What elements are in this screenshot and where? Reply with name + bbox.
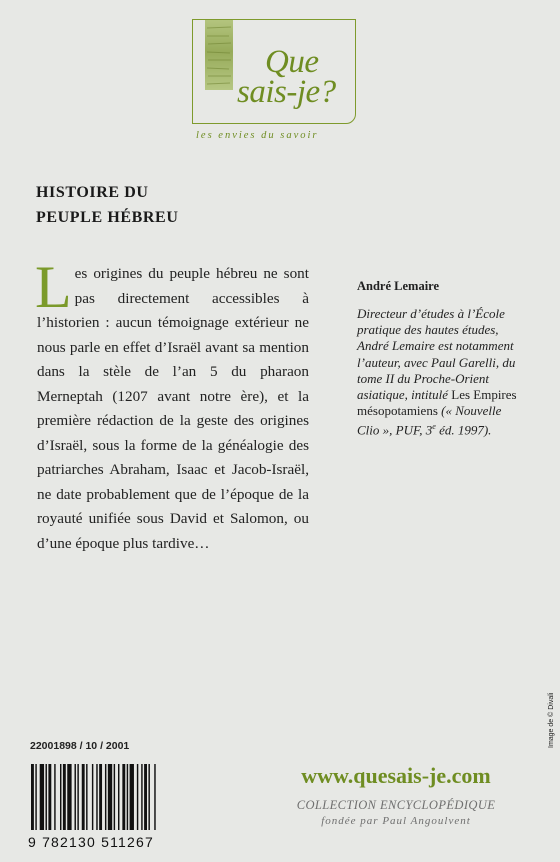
- barcode-bar: [63, 764, 66, 830]
- barcode-bar: [154, 764, 155, 830]
- barcode-bar: [35, 764, 36, 830]
- summary-text: es origines du peuple hébreu ne sont pas directement accessibles à l’historien : aucun témoignage extérieur ne nous parle en effet d’Israël avant sa mention dans la stèle de l’an 5 du pharaon Merneptah (1207 avant notre ère), et la première rédaction de la geste des origines d’Israël, sous la forme de la généalogie des patriarches Abraham, Isaac et Jacob-Israël, ne date probablement que de l’époque de la royauté unifiée sous David et Salomon, ou d’une époque plus tardive…: [37, 265, 309, 552]
- logo-tagline: les envies du savoir: [196, 130, 319, 141]
- barcode-bar: [114, 764, 115, 830]
- barcode-bar: [105, 764, 106, 830]
- bio-text-2: (« Nouvelle Clio », PUF, 3: [357, 403, 502, 438]
- barcode-bar: [92, 764, 93, 830]
- barcode-bar: [46, 764, 47, 830]
- logo-inscription-image: [205, 20, 233, 90]
- title-line-2: PEUPLE HÉBREU: [36, 209, 179, 226]
- founder-label: fondée par Paul Angoulvent: [321, 815, 471, 827]
- barcode-bar: [148, 764, 149, 830]
- book-summary: [35, 254, 309, 556]
- barcode-bar: [99, 764, 102, 830]
- author-name: André Lemaire: [357, 279, 440, 293]
- bio-text-3: éd. 1997).: [439, 422, 492, 438]
- barcode-bar: [141, 764, 142, 830]
- logo-que: Que: [265, 44, 319, 80]
- bio-text-1: Directeur d’études à l’École pratique des hautes études, André Lemaire est notamment l’auteur, avec Paul Garelli, du tome II du Proche-Orient asiatique, intitulé: [357, 306, 516, 403]
- barcode-bar: [118, 764, 119, 830]
- barcode-bar: [96, 764, 97, 830]
- drop-cap: L: [35, 254, 72, 320]
- bio-superscript: e: [432, 422, 436, 432]
- que-sais-je-logo: [192, 19, 356, 124]
- barcode-bar: [48, 764, 51, 830]
- print-code: 22001898 / 10 / 2001: [30, 740, 130, 752]
- barcode-bar: [130, 764, 134, 830]
- barcode-bar: [40, 764, 44, 830]
- barcode-bar: [75, 764, 76, 830]
- image-credit: Image de © Divali: [548, 692, 555, 748]
- barcode-bar: [127, 764, 128, 830]
- barcode-bar: [77, 764, 78, 830]
- isbn-number: 9 782130 511267: [28, 834, 154, 850]
- barcode-bar: [144, 764, 147, 830]
- barcode-bar: [108, 764, 112, 830]
- book-title: [36, 180, 179, 230]
- website-url: www.quesais-je.com: [301, 763, 491, 788]
- barcode-bar: [54, 764, 55, 830]
- barcode-bar: [31, 764, 34, 830]
- barcode-bar: [137, 764, 138, 830]
- isbn-barcode: [29, 764, 209, 834]
- logo-sais-je: sais-je?: [237, 74, 336, 110]
- title-line-1: HISTOIRE DU: [36, 184, 149, 201]
- barcode-bar: [67, 764, 71, 830]
- barcode-bar: [82, 764, 85, 830]
- barcode-bar: [60, 764, 61, 830]
- bio-book-title: Les Empires mésopotamiens: [357, 387, 517, 419]
- barcode-bar: [86, 764, 87, 830]
- author-bio: [357, 306, 527, 439]
- collection-label: COLLECTION ENCYCLOPÉDIQUE: [296, 798, 496, 812]
- barcode-bar: [122, 764, 125, 830]
